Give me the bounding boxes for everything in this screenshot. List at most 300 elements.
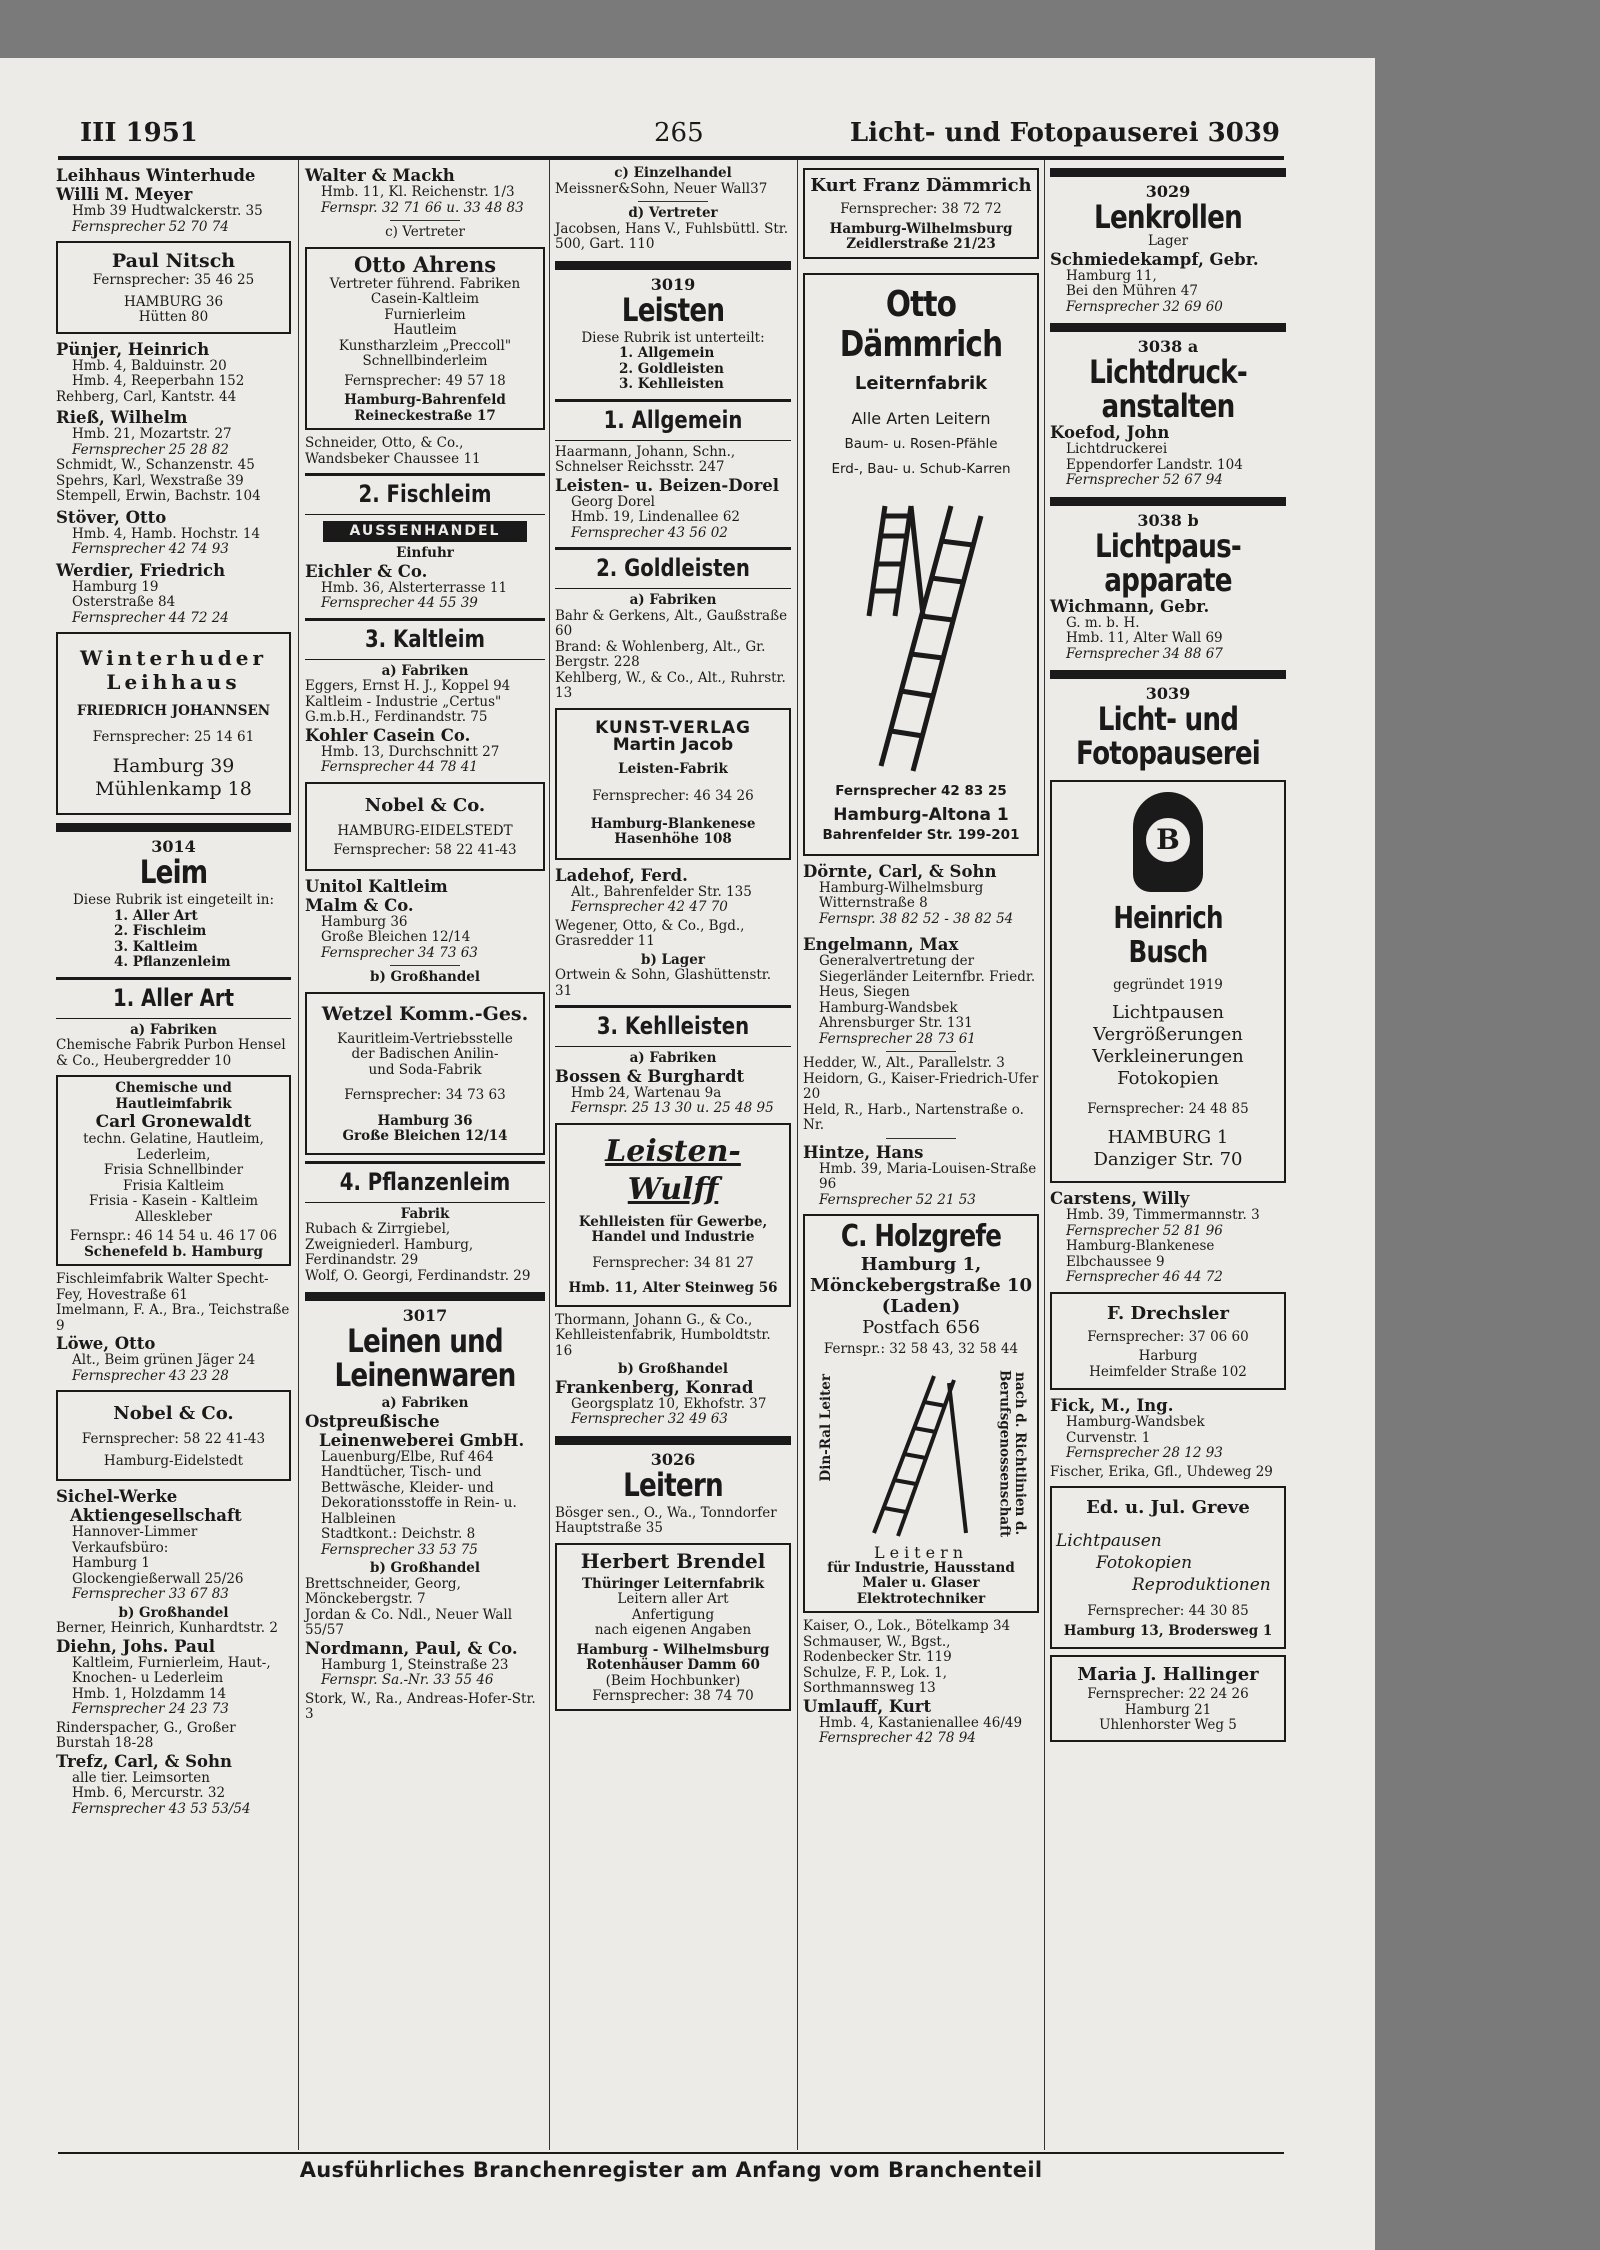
listing-address: Hmb. 1, Holzdamm 14 (72, 1685, 227, 1702)
listing-name: Willi M. Meyer (56, 185, 193, 204)
section-title: Leinenwaren (334, 1356, 516, 1394)
listing-line: Schneider, Otto, & Co., Wandsbeker Chaussee 11 (305, 435, 481, 467)
wulff-logo: Leisten-Wulff (605, 1133, 741, 1207)
running-title: Licht- und Fotopauserei 3039 (849, 118, 1280, 148)
ad-line: Frisia Kaltleim (122, 1177, 225, 1194)
listing-line: Jordan & Co. Ndl., Neuer Wall 55/57 (305, 1606, 513, 1638)
ad-line: Handel und Industrie (591, 1229, 755, 1245)
ad-title: KUNST-VERLAG (595, 717, 751, 738)
listing-address: Hmb. 11, Kl. Reichenstr. 1/3 (321, 184, 515, 200)
column-divider (298, 160, 299, 2150)
ad-line: (Beim Hochbunker) (605, 1672, 741, 1689)
listing-name: Nordmann, Paul, & Co. (305, 1638, 518, 1658)
listing-address: Stadtkont.: Deichstr. 8 (321, 1526, 476, 1542)
ad-line: Hamburg 36 (377, 1112, 473, 1129)
listing-phone: Fernsprecher 32 49 63 (571, 1411, 728, 1427)
ad-box (555, 708, 791, 860)
ad-line: Lichtpausen (1112, 1001, 1224, 1023)
listing-address: Hmb. 39, Timmermannstr. 3 (1066, 1207, 1260, 1223)
column-2 (305, 166, 545, 1723)
ad-line: Elektrotechniker (856, 1590, 986, 1607)
section-title: Licht- und (1097, 700, 1239, 738)
ad-title: Winterhuder (79, 646, 268, 670)
listing-phone: Fernsprecher 42 78 94 (819, 1730, 976, 1746)
ad-box (56, 1075, 291, 1266)
listing-name: Rieß, Wilhelm (56, 408, 188, 427)
ad-line: Hamburg 39 (112, 755, 235, 777)
listing-address: Hannover-Limmer (72, 1524, 198, 1540)
section-title: apparate (1104, 560, 1232, 599)
listing-name: Ladehof, Ferd. (555, 865, 688, 885)
ad-line: Fotokopien (1117, 1067, 1219, 1089)
listing-address: Hmb. 39, Maria-Louisen-Straße 96 (819, 1160, 1037, 1192)
section-bar (1050, 323, 1286, 332)
listing-address: Lauenburg/Elbe, Ruf 464 (321, 1448, 494, 1465)
listing-address: Hmb. 21, Mozartstr. 27 (72, 426, 232, 442)
subsection-rule (555, 547, 791, 550)
listing-line: Ortwein & Sohn, Glashüttenstr. 31 (555, 967, 772, 999)
listing-address: Lichtdruckerei (1066, 441, 1168, 457)
ad-line: Uhlenhorster Weg 5 (1099, 1717, 1237, 1733)
ad-line: Fernsprecher: 49 57 18 (344, 372, 506, 389)
listing-line: Schmauser, W., Bgst., Rodenbecker Str. 119 (803, 1633, 952, 1665)
ad-line: Fernsprecher: 58 22 41-43 (333, 842, 517, 858)
listing-line: Imelmann, F. A., Bra., Teichstraße 9 (56, 1302, 290, 1334)
listing-phone: Fernspr. 38 82 52 - 38 82 54 (819, 910, 1014, 927)
listing (1050, 1396, 1286, 1462)
ad-title: F. Drechsler (1106, 1302, 1229, 1324)
footer-note: Ausführliches Branchenregister am Anfang vom Branchenteil (299, 2158, 1043, 2182)
ad-title: Wetzel Komm.-Ges. (321, 1002, 529, 1025)
ad-box (56, 241, 291, 334)
listing (803, 1697, 1039, 1747)
category-label: b) Großhandel (370, 969, 480, 985)
listing-name: Koefod, John (1050, 423, 1170, 442)
listing-phone: Fernspr. 32 71 66 u. 33 48 83 (321, 199, 524, 216)
ad-line: Hamburg-Wilhelmsburg (829, 220, 1013, 237)
listing-line: Heidorn, G., Kaiser-Friedrich-Ufer 20 (803, 1070, 1039, 1102)
section-title: anstalten (1101, 387, 1235, 425)
section-bar (1050, 168, 1286, 177)
ad-title: Ed. u. Jul. Greve (1086, 1497, 1250, 1518)
section-number: 3019 (650, 274, 696, 294)
ladder-icon (851, 486, 991, 776)
ad-line: Heimfelder Straße 102 (1089, 1363, 1247, 1380)
ad-line: Hamburg - Wilhelmsburg (576, 1641, 770, 1658)
listing-phone: Fernspr. Sa.-Nr. 33 55 46 (321, 1672, 494, 1688)
listing-address: Georgsplatz 10, Ekhofstr. 37 (571, 1395, 767, 1412)
ad-line: Mühlenkamp 18 (95, 778, 252, 800)
listing-line: Schmidt, W., Schanzenstr. 45 (56, 457, 255, 473)
listing-address: Bei den Mühren 47 (1066, 283, 1198, 299)
listing (555, 476, 791, 542)
ad-title: Heinrich Busch (1113, 901, 1223, 970)
ad-line: HAMBURG-EIDELSTEDT (337, 822, 513, 839)
listing-address: Handtücher, Tisch- und Bettwäsche, Kleider- und Dekorationsstoffe in Rein- u. Halbleinen (321, 1464, 517, 1527)
bottom-rule (58, 2152, 1284, 2154)
rubric-item: 3. Kaltleim (114, 938, 198, 955)
ad-line: nach eigenen Angaben (594, 1622, 752, 1638)
ad-line: Große Bleichen 12/14 (342, 1128, 508, 1144)
ad-line: Erd-, Bau- u. Schub-Karren (831, 461, 1011, 477)
listing-phone: Fernsprecher 46 44 72 (1066, 1269, 1223, 1285)
listing-address: Große Bleichen 12/14 (321, 929, 471, 945)
ad-line: Hamburg-Bahrenfeld (344, 392, 506, 408)
ad-line: Fernspr.: 32 58 43, 32 58 44 (823, 1341, 1019, 1357)
listing (305, 562, 545, 612)
subsection-title: 2. Fischleim (358, 480, 492, 508)
listing-address: Eppendorfer Landstr. 104 (1066, 456, 1243, 473)
section-title: Leinen und (347, 1322, 503, 1360)
listing-name: Kohler Casein Co. (305, 725, 471, 745)
ad-line: Fernsprecher: 25 14 61 (92, 728, 255, 745)
ad-title: Nobel & Co. (113, 1403, 234, 1424)
ad-line: Vertreter führend. Fabriken (329, 275, 521, 292)
listing-address: Hamburg-Wilhelmsburg (819, 879, 984, 896)
ad-line: Fernsprecher: 38 74 70 (592, 1688, 754, 1704)
rubric-item: 1. Allgemein (619, 345, 715, 361)
listing-name: Wichmann, Gebr. (1050, 596, 1210, 616)
column-5 (1050, 166, 1286, 1748)
listing-name: Dörnte, Carl, & Sohn (803, 861, 997, 881)
listing-address: Hamburg 11, (1066, 267, 1157, 284)
listing-phone: Fernsprecher 43 56 02 (571, 524, 728, 541)
category-label: c) Einzelhandel (614, 165, 732, 181)
ad-line: Alleskleber (135, 1208, 212, 1225)
ad-line: für Industrie, Hausstand (827, 1559, 1015, 1576)
subsection-rule (555, 1046, 791, 1047)
ad-title: Otto Ahrens (353, 251, 497, 277)
category-label: b) Großhandel (370, 1560, 480, 1576)
listing-line: Rubach & Zirrgiebel, Zweigniederl. Hamburg, Ferdinandstr. 29 (305, 1221, 474, 1268)
ad-line: Leitern aller Art (617, 1591, 729, 1607)
listing-phone: Fernsprecher 52 81 96 (1066, 1222, 1223, 1239)
section-bar (305, 1292, 545, 1301)
category-label: Einfuhr (396, 545, 454, 561)
ad-line: Hautleim (393, 322, 457, 338)
ad-title: Maria J. Hallinger (1077, 1664, 1259, 1685)
listing-name: Trefz, Carl, & Sohn (56, 1751, 233, 1771)
listing-line: Spehrs, Karl, Wexstraße 39 (56, 472, 244, 489)
foreign-trade-banner: AUSSENHANDEL (323, 521, 527, 542)
ad-title: Kurt Franz Dämmrich (810, 175, 1032, 196)
listing-name: Bossen & Burghardt (555, 1066, 745, 1086)
ad-title: Otto Dämmrich (839, 283, 1003, 365)
ad-line: Frisia Schnellbinder (103, 1162, 244, 1178)
listing-phone: Fernsprecher 42 47 70 (571, 899, 728, 915)
listing (803, 1143, 1039, 1209)
column-divider (797, 160, 798, 2150)
section-number: 3026 (650, 1449, 696, 1469)
category-label: a) Fabriken (130, 1021, 217, 1038)
ad-line: Hamburg-Blankenese (590, 815, 756, 832)
short-rule (886, 1138, 956, 1139)
listing-address: Hmb. 19, Lindenallee 62 (571, 509, 740, 525)
listing (305, 1639, 545, 1689)
listing-phone: Fernsprecher 43 23 28 (72, 1367, 229, 1384)
listing-phone: Fernsprecher 44 55 39 (321, 595, 478, 611)
listing (56, 1637, 291, 1718)
listing-phone: Fernsprecher 28 12 93 (1066, 1445, 1223, 1461)
listing-line: Haarmann, Johann, Schn., Schnelser Reichsstr. 247 (555, 443, 736, 475)
listing-line: Rinderspacher, G., Großer Burstah 18-28 (56, 1719, 236, 1751)
listing-phone: Fernsprecher 52 67 94 (1066, 472, 1223, 488)
section-title: Leitern (623, 1465, 723, 1504)
listing-address: Osterstraße 84 (72, 594, 176, 610)
ad-box (305, 782, 545, 871)
subsection-rule (555, 588, 791, 589)
ad-line: Danziger Str. 70 (1093, 1149, 1243, 1170)
ladder-icon (854, 1368, 974, 1538)
ad-title: Nobel & Co. (364, 794, 486, 816)
listing-line: Brettschneider, Georg, Mönckebergstr. 7 (305, 1575, 461, 1607)
ad-line: HAMBURG 1 (1107, 1127, 1229, 1148)
ad-title: Carl Gronewaldt (95, 1112, 252, 1132)
listing (56, 1334, 291, 1384)
busch-logo (1128, 792, 1208, 892)
subsection-rule (305, 618, 545, 621)
ad-line: Postfach 656 (862, 1317, 980, 1338)
ad-box (305, 247, 545, 431)
ad-line: Bahrenfelder Str. 199-201 (822, 827, 1020, 843)
ad-line: Reproduktionen (1132, 1575, 1271, 1595)
ad-line: Anfertigung (631, 1606, 715, 1623)
short-rule (390, 220, 460, 221)
ad-line: Thüringer Leiternfabrik (581, 1575, 765, 1592)
ad-box (803, 273, 1039, 856)
listing-address: Hmb. 4, Balduinstr. 20 (72, 357, 227, 374)
listing-address: Hmb. 13, Durchschnitt 27 (321, 743, 500, 760)
subsection-title: 1. Allgemein (603, 405, 743, 434)
listing-line: Wolf, O. Georgi, Ferdinandstr. 29 (305, 1267, 531, 1284)
rubric-item: 1. Aller Art (114, 907, 198, 924)
listing-name: Pünjer, Heinrich (56, 339, 210, 359)
ladder-illustration (809, 1364, 1033, 1544)
listing-name: Löwe, Otto (56, 1334, 156, 1353)
subsection-rule (56, 977, 291, 980)
listing-name: Umlauff, Kurt (803, 1696, 932, 1716)
ad-line: Fernsprecher: 38 72 72 (840, 201, 1002, 217)
ad-box (803, 168, 1039, 259)
listing (56, 508, 291, 558)
listing-address: Hamburg 19 (72, 578, 159, 595)
section-bar (1050, 670, 1286, 679)
ad-box (56, 1390, 291, 1481)
subsection-rule (305, 1161, 545, 1164)
listing-phone: Fernsprecher 32 69 60 (1066, 298, 1223, 315)
category-label: Fabrik (400, 1205, 450, 1222)
listing-address: alle tier. Leimsorten (72, 1769, 210, 1786)
ad-line: Harburg (1138, 1348, 1198, 1364)
listing-phone: Fernsprecher 52 70 74 (72, 218, 229, 235)
rubric-item: 2. Fischleim (114, 923, 207, 939)
subsection-rule (555, 440, 791, 441)
listing-address: Glockengießerwall 25/26 (72, 1570, 244, 1587)
ad-line: Verkleinerungen (1092, 1045, 1244, 1067)
listing-line: Bösger sen., O., Wa., Tonndorfer Hauptstraße 35 (555, 1504, 777, 1536)
listing-address: Alt., Beim grünen Jäger 24 (72, 1352, 256, 1368)
ad-line: gegründet 1919 (1113, 977, 1223, 993)
ad-line: Leitern (873, 1542, 969, 1562)
listing (555, 1067, 791, 1117)
listing-address: Hmb 39 Hudtwalckerstr. 35 (72, 203, 263, 219)
listing-line: Bahr & Gerkens, Alt., Gaußstraße 60 (555, 607, 788, 639)
subsection-rule (305, 473, 545, 476)
listing (305, 1412, 545, 1559)
listing-address: Elbchaussee 9 (1066, 1253, 1165, 1270)
subsection-rule (555, 399, 791, 402)
ad-line: Rotenhäuser Damm 60 (586, 1657, 760, 1673)
listing (555, 866, 791, 916)
ad-line: Frisia - Kasein - Kaltleim (88, 1193, 259, 1209)
listing-line: Wegener, Otto, & Co., Bgd., Grasredder 11 (555, 917, 745, 949)
ad-line: Schnellbinderleim (362, 353, 488, 369)
section-title: Leim (139, 853, 208, 891)
listing-phone: Fernsprecher 44 78 41 (321, 759, 478, 775)
ad-line: Kauritleim-Vertriebsstelle (337, 1030, 513, 1047)
subsection-rule (305, 1202, 545, 1203)
ad-line: Furnierleim (384, 306, 466, 323)
column-4 (803, 166, 1039, 1750)
listing-name: Carstens, Willy (1050, 1189, 1190, 1208)
listing (305, 877, 545, 962)
ad-box (305, 992, 545, 1155)
section-number: 3038 a (1137, 337, 1199, 356)
ad-line: Lichtpausen (1056, 1531, 1162, 1551)
listing-phone: Fernsprecher 44 72 24 (72, 609, 229, 626)
listing (56, 561, 291, 627)
section-number: 3029 (1145, 182, 1191, 201)
ad-box (1050, 780, 1286, 1183)
listing-line: Schulze, F. P., Lok. 1, Sorthmannsweg 13 (803, 1664, 948, 1696)
ad-box (1050, 1486, 1286, 1649)
listing-address: Hmb 24, Wartenau 9a (571, 1084, 722, 1101)
listing-phone: Fernsprecher 28 73 61 (819, 1030, 976, 1047)
ad-title: Herbert Brendel (580, 1548, 766, 1573)
rubric-item: 3. Kehlleisten (619, 376, 724, 392)
listing-name: Leihhaus Winterhude (56, 166, 256, 185)
ad-box (56, 632, 291, 815)
listing-line: Kehlberg, W., & Co., Alt., Ruhrstr. 13 (555, 669, 786, 701)
ad-line: und Soda-Fabrik (368, 1061, 482, 1078)
listing-address: Georg Dorel (571, 493, 655, 510)
section-title: Lichtpaus- (1095, 526, 1241, 565)
listing-line: Fischer, Erika, Gfl., Uhdeweg 29 (1050, 1463, 1273, 1480)
listing-line: Jacobsen, Hans V., Fuhlsbüttl. Str. 500, Gart. 110 (555, 220, 789, 252)
listing-name: Schmiedekampf, Gebr. (1050, 249, 1259, 269)
listing-phone: Fernsprecher 42 74 93 (72, 541, 229, 557)
category-label: a) Fabriken (381, 1395, 469, 1411)
section-title: Leisten (621, 290, 725, 329)
listing-line: Fischleimfabrik Walter Specht-Fey, Hovestraße 61 (56, 1271, 269, 1303)
ad-line: Fernsprecher: 44 30 85 (1087, 1603, 1249, 1619)
listing-address: Hmb. 11, Alter Wall 69 (1066, 630, 1223, 646)
ad-line: Fernsprecher: 24 48 85 (1087, 1100, 1249, 1117)
listing-name: Leisten- u. Beizen-Dorel (555, 475, 780, 495)
listing-line: Rehberg, Carl, Kantstr. 44 (56, 388, 237, 405)
listing-address: Alt., Bahrenfelder Str. 135 (571, 883, 752, 900)
listing-name: Walter & Mackh (305, 166, 455, 185)
listing-line: Thormann, Johann G., & Co., Kehlleistenfabrik, Humboldtstr. 16 (555, 1311, 771, 1359)
listing-name: Sichel-Werke (56, 1487, 178, 1506)
ad-line: Alle Arten Leitern (851, 408, 991, 428)
ad-box (803, 1214, 1039, 1613)
subsection-title: 4. Pflanzenleim (339, 1167, 511, 1196)
ad-line: Fernsprecher: 34 73 63 (344, 1087, 506, 1103)
column-3 (555, 166, 791, 1717)
section-bar (555, 261, 791, 270)
listing-phone: Fernsprecher 43 53 53/54 (72, 1800, 251, 1817)
ad-line: Fotokopien (1096, 1553, 1193, 1573)
listing-name: Frankenberg, Konrad (555, 1377, 754, 1397)
ad-title: Paul Nitsch (111, 250, 236, 272)
top-rule (58, 156, 1284, 160)
category-label: b) Großhandel (618, 1361, 728, 1377)
listing (555, 1378, 791, 1428)
listing-address: Generalvertretung der Siegerländer Leiternfbr. Friedr. Heus, Siegen (819, 953, 1036, 1000)
listing (56, 1487, 291, 1603)
listing-name: Werdier, Friedrich (56, 560, 226, 580)
listing-line: Held, R., Harb., Nartenstraße o. Nr. (803, 1101, 1024, 1133)
listing (803, 862, 1039, 928)
listing-line: Kaltleim - Industrie „Certus" G.m.b.H., Ferdinandstr. 75 (305, 693, 502, 725)
listing-address: Hmb. 4, Hamb. Hochstr. 14 (72, 525, 261, 542)
listing-line: Stork, W., Ra., Andreas-Hofer-Str. 3 (305, 1690, 536, 1722)
section-title: Lichtdruck- (1089, 353, 1247, 391)
section-number: 3039 (1145, 684, 1191, 703)
subsection-rule (305, 659, 545, 660)
section-bar (1050, 497, 1286, 506)
section-title: Fotopauserei (1076, 734, 1260, 772)
ad-line: Vergrößerungen (1093, 1023, 1243, 1045)
ad-line: Fernsprecher: 37 06 60 (1087, 1328, 1249, 1345)
listing-name: Malm & Co. (305, 895, 414, 915)
ad-line: (Laden) (881, 1296, 961, 1317)
ad-line: Reineckestraße 17 (354, 407, 496, 424)
listing-name: Engelmann, Max (803, 935, 959, 954)
category-label: a) Fabriken (629, 1050, 717, 1066)
section-bar (555, 1436, 791, 1445)
ad-line: Maler u. Glaser (862, 1575, 980, 1591)
listing-address: Hamburg-Wandsbek (1066, 1414, 1205, 1430)
section-number: 3014 (151, 837, 196, 856)
ad-line: Kunstharzleim „Preccoll" (338, 337, 512, 354)
listing-line: Hedder, W., Alt., Parallelstr. 3 (803, 1055, 1005, 1071)
listing-line: Chemische Fabrik Purbon Hensel & Co., Heubergredder 10 (56, 1037, 286, 1069)
logo-badge: B (1146, 818, 1190, 862)
subsection-title: 3. Kehlleisten (596, 1012, 750, 1040)
listing-name: Hintze, Hans (803, 1142, 924, 1162)
listing-address: Hamburg-Wandsbek (819, 999, 958, 1016)
listing (1050, 597, 1286, 663)
ad-line: Fernsprecher: 34 81 27 (592, 1254, 754, 1271)
column-divider (1044, 160, 1045, 2150)
listing-line: Stempell, Erwin, Bachstr. 104 (56, 488, 261, 504)
listing-name: Leinenweberei GmbH. (319, 1430, 525, 1450)
ad-line: Fernsprecher: 58 22 41-43 (81, 1431, 266, 1447)
category-label: a) Fabriken (381, 662, 469, 679)
ad-box (555, 1543, 791, 1711)
ad-line: Baum- u. Rosen-Pfähle (844, 435, 998, 452)
ad-line: Fernspr.: 46 14 54 u. 46 17 06 (69, 1228, 278, 1244)
ad-line: Fernsprecher: 22 24 26 (1087, 1686, 1249, 1702)
page-number: 265 (654, 118, 704, 148)
ad-line: Fernsprecher 42 83 25 (835, 782, 1007, 799)
subsection-title: 1. Aller Art (112, 983, 235, 1012)
ad-line: Casein-Kaltleim (370, 291, 480, 307)
ad-line: Leisten-Fabrik (618, 760, 728, 777)
year-label: III 1951 (80, 118, 198, 148)
